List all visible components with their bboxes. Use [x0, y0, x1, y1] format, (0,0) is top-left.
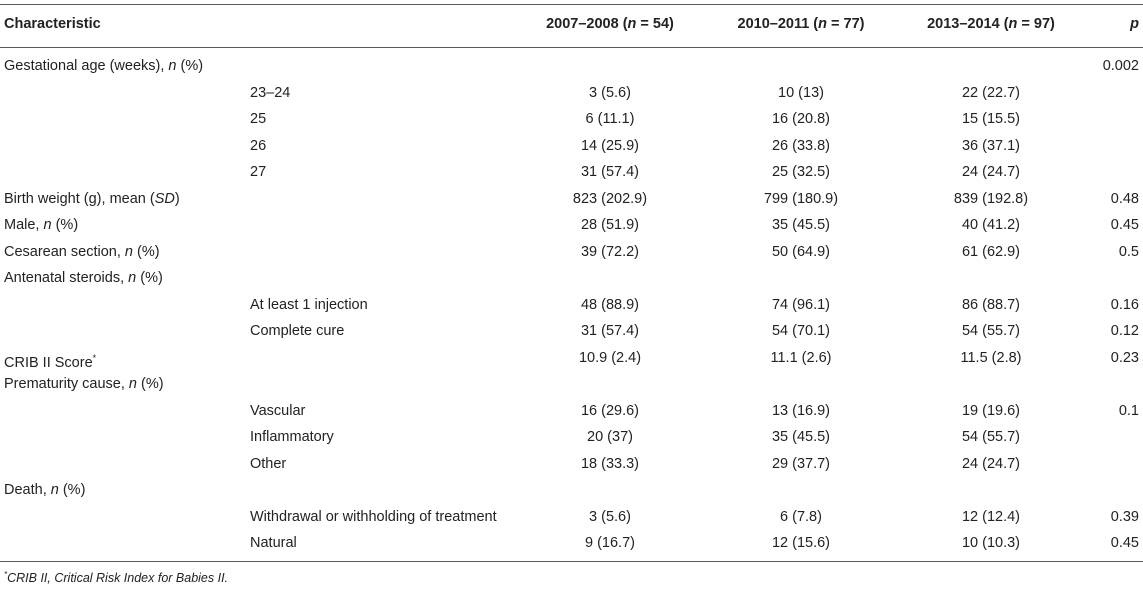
cell-2010-2011: 29 (37.7) — [771, 455, 831, 472]
row-label: Birth weight (g), mean (SD) — [4, 190, 180, 207]
header-2010-2011: 2010–2011 (n = 77) — [737, 16, 865, 32]
cell-2013-2014: 839 (192.8) — [953, 190, 1029, 207]
row-label: CRIB II Score* — [4, 352, 97, 371]
cell-p-value: 0.12 — [1110, 323, 1139, 339]
table-row — [0, 292, 1143, 319]
cell-2010-2011: 74 (96.1) — [771, 296, 831, 313]
row-label: Gestational age (weeks), n (%) — [4, 58, 204, 74]
table-row — [0, 424, 1143, 451]
table-row — [0, 159, 1143, 186]
cell-2007-2008: 18 (33.3) — [580, 455, 640, 472]
cell-2013-2014: 15 (15.5) — [961, 111, 1021, 127]
cell-2007-2008: 9 (16.7) — [585, 535, 635, 551]
table-row — [0, 239, 1143, 266]
cell-2007-2008: 28 (51.9) — [580, 217, 640, 233]
cell-p-value: 0.1 — [1118, 402, 1139, 419]
cell-p-value: 0.45 — [1110, 217, 1139, 233]
cell-2010-2011: 799 (180.9) — [763, 190, 839, 207]
cell-2007-2008: 3 (5.6) — [589, 84, 631, 101]
cell-2010-2011: 13 (16.9) — [771, 402, 831, 419]
row-sublabel: Other — [250, 455, 287, 472]
header-2013-2014: 2013–2014 (n = 97) — [927, 16, 1055, 32]
cell-2013-2014: 24 (24.7) — [961, 455, 1021, 472]
cell-2013-2014: 12 (12.4) — [961, 508, 1021, 525]
cell-p-value: 0.39 — [1110, 508, 1139, 525]
cell-2010-2011: 12 (15.6) — [771, 535, 831, 551]
row-sublabel: Vascular — [250, 402, 306, 419]
table-row — [0, 80, 1143, 107]
cell-2007-2008: 39 (72.2) — [580, 243, 640, 260]
cell-2007-2008: 48 (88.9) — [580, 296, 640, 313]
cell-p-value: 0.48 — [1110, 190, 1139, 207]
table-row — [0, 398, 1143, 425]
cell-p-value: 0.16 — [1110, 296, 1139, 313]
row-sublabel: Complete cure — [250, 323, 345, 339]
cell-2010-2011: 25 (32.5) — [771, 164, 831, 180]
table-row — [0, 451, 1143, 478]
cell-2013-2014: 22 (22.7) — [961, 84, 1021, 101]
table-row — [0, 318, 1143, 345]
table-body — [0, 53, 1143, 557]
table-row — [0, 477, 1143, 504]
table-row — [0, 106, 1143, 133]
cell-2010-2011: 35 (45.5) — [771, 429, 831, 445]
table-bottom-rule — [0, 561, 1143, 562]
cell-p-value: 0.23 — [1110, 349, 1139, 366]
cell-2010-2011: 50 (64.9) — [771, 243, 831, 260]
table-row — [0, 371, 1143, 398]
table-row — [0, 530, 1143, 557]
cell-2007-2008: 16 (29.6) — [580, 402, 640, 419]
row-label: Cesarean section, n (%) — [4, 243, 160, 260]
cell-p-value: 0.5 — [1118, 243, 1139, 260]
header-p-value: p — [1130, 16, 1139, 32]
cell-2007-2008: 6 (11.1) — [585, 111, 635, 127]
row-sublabel: 25 — [250, 111, 267, 127]
cell-2007-2008: 10.9 (2.4) — [578, 349, 642, 366]
cell-2007-2008: 31 (57.4) — [580, 164, 640, 180]
table-footnote: *CRIB II, Critical Risk Index for Babies II. — [4, 570, 229, 586]
row-sublabel: Natural — [250, 535, 297, 551]
cell-2007-2008: 20 (37) — [587, 429, 633, 445]
row-sublabel: 26 — [250, 137, 267, 154]
cell-2013-2014: 19 (19.6) — [961, 402, 1021, 419]
row-label: Antenatal steroids, n (%) — [4, 270, 163, 286]
cell-2010-2011: 16 (20.8) — [771, 111, 831, 127]
cell-2013-2014: 54 (55.7) — [961, 429, 1021, 445]
cell-2010-2011: 11.1 (2.6) — [770, 349, 832, 366]
row-sublabel: Inflammatory — [250, 429, 334, 445]
table-row — [0, 186, 1143, 213]
cell-2007-2008: 823 (202.9) — [572, 190, 648, 207]
cell-2010-2011: 54 (70.1) — [771, 323, 831, 339]
row-sublabel: 23–24 — [250, 84, 291, 101]
table-row — [0, 345, 1143, 372]
cell-2007-2008: 31 (57.4) — [580, 323, 640, 339]
cell-2010-2011: 6 (7.8) — [780, 508, 822, 525]
cell-2013-2014: 86 (88.7) — [961, 296, 1021, 313]
cell-2013-2014: 61 (62.9) — [961, 243, 1021, 260]
table-row — [0, 265, 1143, 292]
row-label: Male, n (%) — [4, 217, 79, 233]
table-row — [0, 133, 1143, 160]
header-characteristic: Characteristic — [4, 16, 101, 32]
cell-2007-2008: 14 (25.9) — [580, 137, 640, 154]
row-label: Prematurity cause, n (%) — [4, 376, 164, 392]
row-sublabel: At least 1 injection — [250, 296, 368, 313]
cell-2013-2014: 11.5 (2.8) — [960, 349, 1022, 366]
cell-2010-2011: 10 (13) — [778, 84, 824, 101]
table-row — [0, 212, 1143, 239]
cell-2013-2014: 24 (24.7) — [961, 164, 1021, 180]
row-label: Death, n (%) — [4, 482, 86, 498]
cell-2013-2014: 36 (37.1) — [961, 137, 1021, 154]
cell-2010-2011: 26 (33.8) — [771, 137, 831, 154]
cell-2013-2014: 40 (41.2) — [961, 217, 1021, 233]
table-header-rule — [0, 47, 1143, 48]
cell-2007-2008: 3 (5.6) — [589, 508, 631, 525]
table-top-rule — [0, 4, 1143, 5]
table-row — [0, 504, 1143, 531]
header-2007-2008: 2007–2008 (n = 54) — [546, 16, 674, 32]
row-sublabel: Withdrawal or withholding of treatment — [250, 508, 497, 525]
table-row — [0, 53, 1143, 80]
cell-p-value: 0.002 — [1102, 58, 1139, 74]
cell-2010-2011: 35 (45.5) — [771, 217, 831, 233]
cell-2013-2014: 54 (55.7) — [961, 323, 1021, 339]
row-sublabel: 27 — [250, 164, 267, 180]
cell-p-value: 0.45 — [1110, 535, 1139, 551]
cell-2013-2014: 10 (10.3) — [961, 535, 1021, 551]
